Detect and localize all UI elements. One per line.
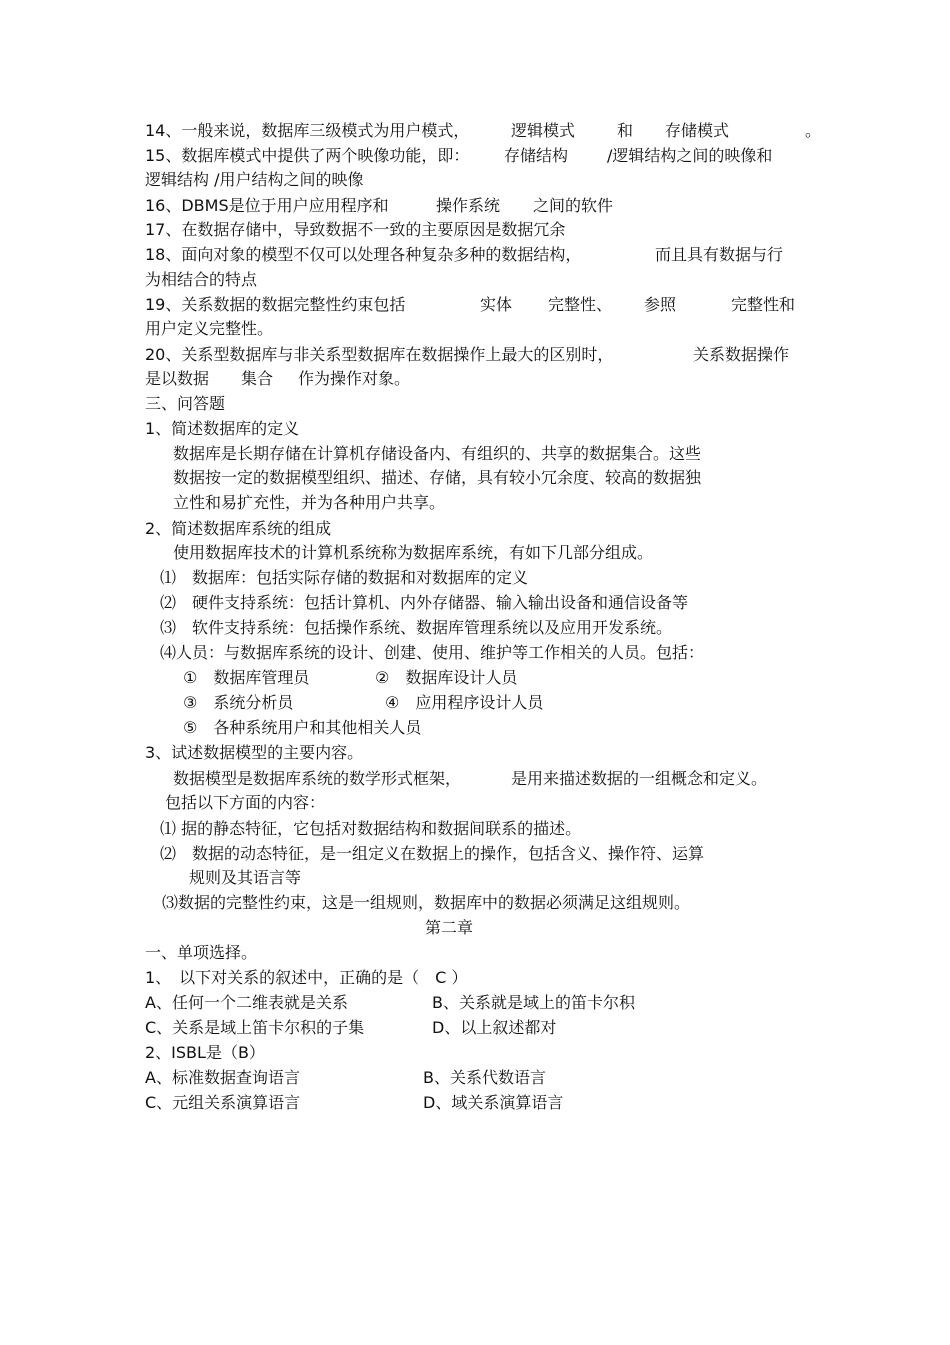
q20-line-2-a: 是以数据 xyxy=(145,369,210,388)
q18-line-2: 为相结合的特点 xyxy=(145,270,258,289)
mcq1-option-d: D、以上叙述都对 xyxy=(432,1018,557,1037)
qa3-title: 3、试述数据模型的主要内容。 xyxy=(145,743,364,762)
q20-answer: 集合 xyxy=(241,369,274,388)
q19-answer-1: 实体 xyxy=(480,295,513,314)
mcq1-option-a: A、任何一个二维表就是关系 xyxy=(145,993,348,1012)
chapter-title: 第二章 xyxy=(425,918,474,937)
mcq2-option-a: A、标准数据查询语言 xyxy=(145,1068,300,1087)
q18-line-1-b: 而且具有数据与行 xyxy=(655,245,784,264)
q14-text: 14、一般来说，数据库三级模式为用户模式， xyxy=(145,121,470,140)
q15-line-1-c: /逻辑结构之间的映像和 xyxy=(607,146,773,165)
q14-end: 。 xyxy=(805,121,822,140)
q18-line-1-a: 18、面向对象的模型不仅可以处理各种复杂多种的数据结构， xyxy=(145,245,582,264)
qa2-person: ③ 系统分析员 xyxy=(183,693,294,712)
qa3-item-3: ⑶数据的完整性约束，这是一组规则，数据库中的数据必须满足这组规则。 xyxy=(162,893,691,912)
mcq2-option-b: B、关系代数语言 xyxy=(423,1068,546,1087)
section-heading-qa: 三、问答题 xyxy=(145,394,226,413)
qa2-item: ⑴ 数据库：包括实际存储的数据和对数据库的定义 xyxy=(160,568,529,587)
mcq2-option-d: D、域关系演算语言 xyxy=(423,1093,564,1112)
qa2-item: ⑵ 硬件支持系统：包括计算机、内外存储器、输入输出设备和通信设备等 xyxy=(160,593,689,612)
q19-part-c: 完整性、 xyxy=(548,295,613,314)
mcq1-stem: 1、 以下对关系的叙述中，正确的是（ C ） xyxy=(145,968,468,987)
qa3-line-2: 包括以下方面的内容： xyxy=(165,793,326,812)
mcq1-option-c: C、关系是域上笛卡尔积的子集 xyxy=(145,1018,365,1037)
qa2-title: 2、简述数据库系统的组成 xyxy=(145,519,332,538)
mcq1-option-b: B、关系就是域上的笛卡尔积 xyxy=(432,993,635,1012)
q15-line-1-a: 15、数据库模式中提供了两个映像功能，即： xyxy=(145,146,470,165)
qa3-item-2: ⑵ 数据的动态特征，是一组定义在数据上的操作，包括含义、操作符、运算 xyxy=(160,844,705,863)
q20-line-2-c: 作为操作对象。 xyxy=(298,369,411,388)
qa2-person: ② 数据库设计人员 xyxy=(375,668,518,687)
q15-line-2: 逻辑结构 /用户结构之间的映像 xyxy=(145,170,364,189)
qa1-answer-line: 数据库是长期存储在计算机存储设备内、有组织的、共享的数据集合。这些 xyxy=(173,444,702,463)
qa2-intro: 使用数据库技术的计算机系统称为数据库系统，有如下几部分组成。 xyxy=(173,543,654,562)
q16-end: 之间的软件 xyxy=(533,196,614,215)
qa1-answer-line: 数据按一定的数据模型组织、描述、存储，具有较小冗余度、较高的数据独 xyxy=(173,468,702,487)
q19-text: 19、关系数据的数据完整性约束包括 xyxy=(145,295,406,314)
qa2-item: ⑶ 软件支持系统：包括操作系统、数据库管理系统以及应用开发系统。 xyxy=(160,618,673,637)
q19-answer-2: 参照 xyxy=(644,295,677,314)
q20-line-1-a: 20、关系型数据库与非关系型数据库在数据操作上最大的区别时， xyxy=(145,345,614,364)
qa3-item-2-cont: 规则及其语言等 xyxy=(189,868,302,887)
q14-connector: 和 xyxy=(617,121,634,140)
q20-line-1-b: 关系数据操作 xyxy=(693,345,790,364)
q16-text: 16、DBMS是位于用户应用程序和 xyxy=(145,196,389,215)
mcq2-stem: 2、ISBL是（B） xyxy=(145,1043,265,1062)
qa3-line-1-b: 是用来描述数据的一组概念和定义。 xyxy=(511,769,768,788)
section-heading-choice: 一、单项选择。 xyxy=(145,943,258,962)
qa3-line-1-a: 数据模型是数据库系统的数学形式框架， xyxy=(173,769,462,788)
q19-line-2: 用户定义完整性。 xyxy=(145,319,274,338)
q16-answer: 操作系统 xyxy=(436,196,501,215)
q17-text: 17、在数据存储中，导致数据不一致的主要原因是数据冗余 xyxy=(145,220,566,239)
mcq2-option-c: C、元组关系演算语言 xyxy=(145,1093,301,1112)
qa2-item: ⑷人员：与数据库系统的设计、创建、使用、维护等工作相关的人员。包括： xyxy=(160,643,705,662)
qa2-person: ⑤ 各种系统用户和其他相关人员 xyxy=(183,718,422,737)
qa2-person: ① 数据库管理员 xyxy=(183,668,310,687)
q15-answer: 存储结构 xyxy=(504,146,569,165)
qa3-item-1: ⑴ 据的静态特征，它包括对数据结构和数据间联系的描述。 xyxy=(160,819,582,838)
q19-part-e: 完整性和 xyxy=(731,295,796,314)
qa1-answer-line: 立性和易扩充性，并为各种用户共享。 xyxy=(173,493,446,512)
qa1-title: 1、简述数据库的定义 xyxy=(145,419,300,438)
q14-answer-1: 逻辑模式 xyxy=(511,121,576,140)
q14-answer-2: 存储模式 xyxy=(665,121,730,140)
qa2-person: ④ 应用程序设计人员 xyxy=(385,693,544,712)
